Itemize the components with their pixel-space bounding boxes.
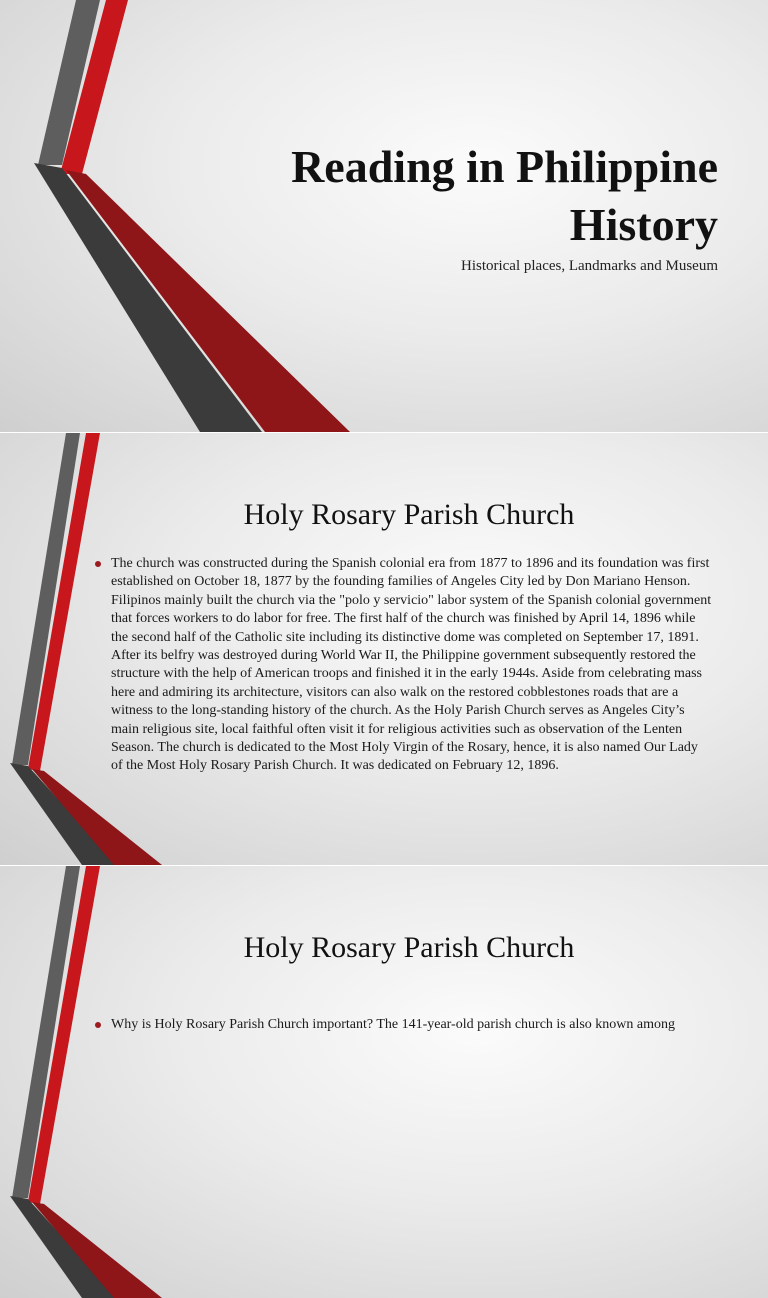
slide-heading: Holy Rosary Parish Church (243, 498, 575, 531)
slide-content (0, 866, 768, 1298)
presentation-title: Reading in Philippine History (291, 141, 718, 250)
bullet-list (92, 1016, 712, 1034)
bullet-dot-icon (95, 1022, 101, 1028)
bullet-item (92, 1016, 712, 1034)
slide-title (0, 0, 768, 432)
slide-content (0, 433, 768, 865)
bullet-text: The church was constructed during the Spanish colonial era from 1877 to 1896 and its foundation was first established on October 18, 1877 by the founding families of Angeles City led by Don Mariano Henson. Filipinos mainly built the church via the "polo y servicio" labor system of the Spanish colonial government that forces workers to do labor for free. The first half of the church was finished by April 14, 1896 while the second half of the Catholic site including its distinctive dome was completed on September 17, 1891. After its belfry was destroyed during World War II, the Philippine government subsequently restored the structure with the help of American troops and finished it in the early 1944s. Aside from celebrating mass here and admiring its architecture, visitors can also walk on the restored cobblestones roads that are a witness to the long-standing history of the church. As the Holy Parish Church serves as Angeles City’s main religious site, local faithful often visit it for religious activities such as observation of the Lenten Season. The church is dedicated to the Most Holy Virgin of the Rosary, hence, it is also named Our Lady of the Most Holy Rosary Parish Church. It was dedicated on February 12, 1896. (111, 556, 712, 774)
bullet-text: Why is Holy Rosary Parish Church important? The 141-year-old parish church is also known among (111, 1017, 676, 1032)
bullet-item (92, 555, 712, 776)
bullet-list (92, 555, 712, 776)
bullet-dot-icon (95, 561, 101, 567)
slide-heading: Holy Rosary Parish Church (243, 931, 575, 964)
presentation-subtitle: Historical places, Landmarks and Museum (460, 258, 718, 274)
